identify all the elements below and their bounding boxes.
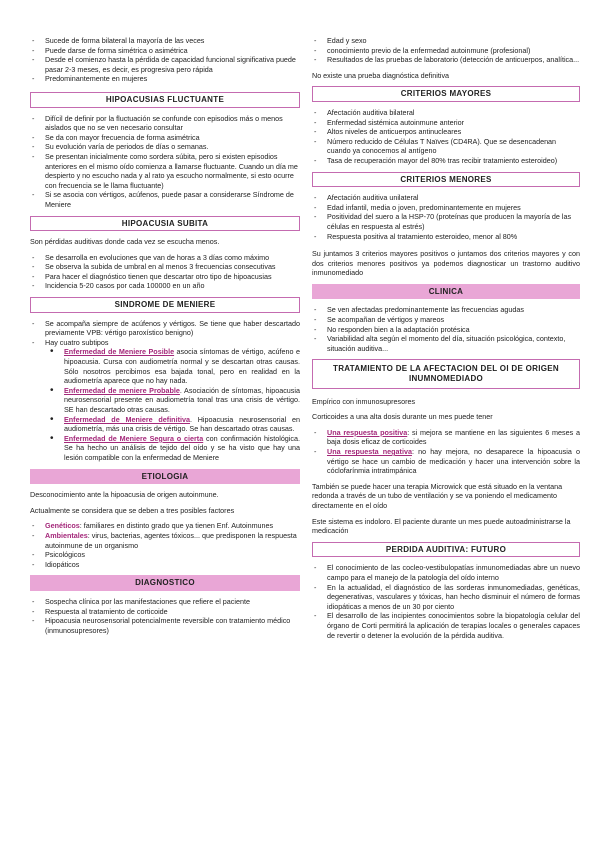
list-item: - Sospecha clínica por las manifestaciones que refiere el paciente [30,597,300,607]
list-item: - Respuesta al tratamiento de corticoide [30,607,300,617]
list-item [30,434,300,463]
factor-text: : virus, bacterias, agentes tóxicos... que predisponen la respuesta autoinmune de un organismo [45,530,297,550]
tratamiento-list [312,428,580,476]
section-title-diagnostico: DIAGNOSTICO [30,575,300,591]
section-title-futuro: PERDIDA AUDITIVA: FUTURO [312,542,580,558]
list-item: - Tasa de recuperación mayor del 80% tras recibir tratamiento esteroideo) [312,156,580,166]
list-item: - Afectación auditiva bilateral [312,108,580,118]
list-item: - Se acompañan de vértigos y mareos [312,315,580,325]
list-item: - Resultados de las pruebas de laboratorio (detección de anticuerpos, analítica... [312,55,580,65]
fluctuante-list [30,114,300,210]
subtype-label: Enfermedad de Meniere Posible [64,347,175,357]
factor-text: : familiares en distinto grado que ya tienen Enf. Autoinmunes [79,521,274,531]
section-title-fluctuante: HIPOACUSIAS FLUCTUANTE [30,92,300,108]
list-item [30,347,300,385]
list-item: - conocimiento previo de la enfermedad autoinmune (profesional) [312,46,580,56]
trat-p1: Empírico con inmunosupresores [312,396,416,406]
clinica-list [312,305,580,353]
section-title-mayores: CRITERIOS MAYORES [312,86,580,102]
list-item: - Puede darse de forma simétrica o asimétrica [30,46,300,56]
list-item: - En la actualidad, el diagnóstico de las sorderas inmunomediadas, genéticas, degenerativas, vasculares y tóxicas, han hecho disminuir el número de formas idiopáticas a menos de un 30 por ciento [312,583,580,612]
menores-list [312,193,580,241]
list-item: - Respuesta positiva al tratamiento esteroideo, menor al 80% [312,232,580,242]
list-item: - El conocimiento de las cocleo-vestibulopatías inmunomediadas abre un nuevo campo para el manejo de la patología del oído interno [312,563,580,582]
subtype-text: con confirmación histológica. Se ha hecho un análisis de tejido del oído y se ha visto que hay una lesión compatible con la enfermedad de Meniere [64,433,300,462]
list-item: - Se ven afectadas predominantemente las frecuencias agudas [312,305,580,315]
subtype-text: asocia síntomas de vértigo, acúfeno e hipoacusia. Cursa con audiometría normal y se descartan otras causas. Sólo nosotros percibimos esa bajada tonal, pero en realidad en la audiometría aparece que no hay nada. [64,347,300,386]
section-title-menores: CRITERIOS MENORES [312,172,580,188]
list-item: - Se desarrolla en evoluciones que van de horas a 3 días como máximo [30,253,300,263]
list-item: - Su evolución varía de periodos de días o semanas. [30,142,300,152]
list-item: - Positividad del suero a la HSP-70 (proteínas que producen la mayoría de las células en respuesta al estrés) [312,212,580,231]
list-item: - Sucede de forma bilateral la mayoría de las veces [30,36,300,46]
list-item: - Variabilidad alta según el momento del día, situación psicológica, contexto, situación auditiva... [312,334,580,353]
list-item: - Hipoacusia neurosensorial potencialmente reversible con tratamiento médico (inmunosupresores) [30,616,300,635]
futuro-list [312,563,580,640]
response-label: Una respuesta negativa [327,447,412,456]
trat-p3: También se puede hacer una terapia Microwick que está situado en la ventana redonda a través de un tubo de ventilación y se va poniendo el medicamento directamente en el oído [312,481,563,510]
list-item: - Altos niveles de anticuerpos antinucleares [312,127,580,137]
list-item: - Desde el comienzo hasta la pérdida de capacidad funcional significativa puede pasar 2-3 meses, es decir, es progresiva pero rápida [30,55,300,74]
section-title-meniere: SINDROME DE MENIERE [30,297,300,313]
subtype-label: Enfermedad de Meniere Segura o cierta [64,433,204,443]
response-label: Una respuesta positiva [327,427,408,437]
list-item: - El desarrollo de las incipientes conocimientos sobre la biopatología celular del órgano de Corti permitirá la aplicación de terapias locales o generales capaces de revertir o detener la evolución de la pérdida auditiva. [312,611,580,640]
etiologia-list [30,521,300,569]
list-item: - Enfermedad sistémica autoinmune anterior [312,118,580,128]
list-item: - Número reducido de Células T Naïves (CD4RA). Que se desencadenan cuando ya conocemos al antígeno [312,137,580,156]
response-text: : si mejora se mantiene en las siguientes 6 meses a baja dosis eficaz de corticoides [327,427,580,447]
subtype-label: Enfermedad de meniere Probable [64,385,180,395]
list-item: - Incidencia 5-20 casos por cada 100000 en un año [30,281,300,291]
list-item: - Se observa la subida de umbral en al menos 3 frecuencias consecutivas [30,262,300,272]
right-column [312,0,580,640]
subita-intro: Son pérdidas auditivas donde cada vez se escucha menos. [30,237,220,247]
factor-label: Genéticos [45,521,80,531]
trat-p4: Este sistema es indoloro. El paciente durante un mes puede autoadministrarse la medicación [312,516,571,536]
etiologia-p2: Actualmente se considera que se deben a tres posibles factores [30,505,235,515]
subtype-text: . Hipoacusia neurosensorial en audiometría, más una crisis de vértigo. Se han descartado otras causas. [64,414,300,434]
list-item [30,521,300,531]
left-column [30,0,300,635]
list-item: - Predominantemente en mujeres [30,74,300,84]
list-item: - Psicológicos [30,550,300,560]
section-title-subita: HIPOACUSIA SUBITA [30,216,300,232]
list-item [312,428,580,447]
list-item [312,447,580,476]
response-text: : no hay mejora, no desaparece la hipoacusia o vértigo se hace un cambio de medicación y hacer una intervención sobre la cóclofarínmia intratimpánica [327,447,580,476]
subtype-text: . Asociación de síntomas, hipoacusia neurosensorial presente en audiometría tonal tras una crisis de vértigo. SE han descartado otras causas. [64,385,300,414]
list-item: - No responden bien a la adaptación protésica [312,325,580,335]
list-item: - Afectación auditiva unilateral [312,193,580,203]
list-item: - Edad y sexo [312,36,580,46]
section-title-clinica: CLINICA [312,284,580,300]
list-item: - Idiopáticos [30,560,300,570]
list-item: - Se acompaña siempre de acúfenos y vértigos. Se tiene que haber descartado previamente VPB: vértigo paroxístico benigno) [30,319,300,338]
etiologia-p1: Desconocimiento ante la hipoacusia de origen autoinmune. [30,490,219,500]
section-title-etiologia: ETIOLOGIA [30,469,300,485]
list-item [30,415,300,434]
list-item: - Si se asocia con vértigos, acúfenos, puede pasar a considerarse Síndrome de Meniere [30,190,300,209]
trat-p2: Corticoides a una alta dosis durante un mes puede tener [312,412,493,422]
list-item: - Se presentan inicialmente como sordera súbita, pero si existen episodios anteriores en el mismo oído comienza a llamarse fluctuante. Cuando un día me despierto y no escucho nada y al rato ya escucho normalmente, si esto ocurre con frecuencia se le llama fluctuante) [30,152,300,190]
diagnostico-list [30,597,300,635]
list-item [30,386,300,415]
list-item: - Difícil de definir por la fluctuación se confunde con episodios más o menos aislados que no se ven necesario consultar [30,114,300,133]
list-item: - Se da con mayor frecuencia de forma asimétrica [30,133,300,143]
right-intro-p: No existe una prueba diagnóstica definitiva [312,70,450,80]
mayores-list [312,108,580,166]
menores-p: Su juntamos 3 criterios mayores positivos o juntamos dos criterios mayores y con dos criterios menores positivos ya podemos diagnosticar un trastorno auditivo inmunomediado [312,249,580,278]
subtype-label: Enfermedad de Meniere definitiva [64,414,190,424]
list-item: - Hay cuatro subtipos [30,338,300,348]
list-item [30,531,300,550]
intro-list [30,36,300,84]
right-intro-list [312,36,580,65]
subita-list [30,253,300,291]
list-item: - Edad infantil, media o joven, predominantemente en mujeres [312,203,580,213]
factor-label: Ambientales [45,530,88,540]
meniere-list [30,319,300,463]
section-title-tratamiento: TRATAMIENTO DE LA AFECTACION DEL OI DE ORIGEN INUMNOMEDIADO [312,359,580,388]
list-item: - Para hacer el diagnóstico tienen que descartar otro tipo de hipoacusias [30,272,300,282]
